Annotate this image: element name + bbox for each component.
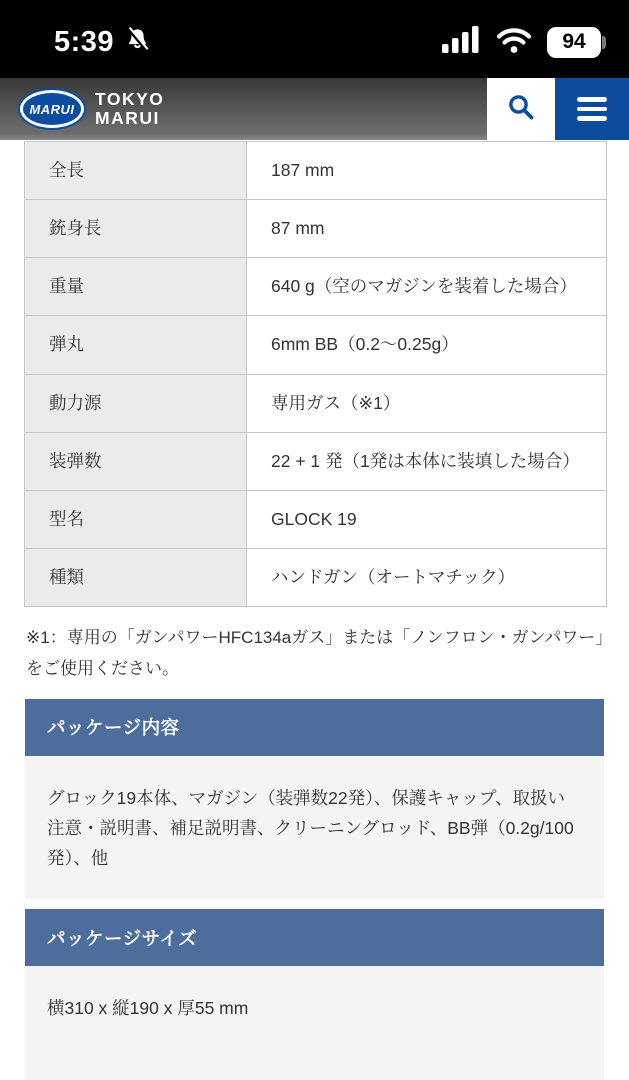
spec-value: 640 g（空のマガジンを装着した場合）	[247, 258, 607, 316]
search-icon	[507, 93, 535, 126]
spec-label: 装弾数	[25, 432, 247, 490]
status-bar	[0, 0, 629, 78]
spec-value: GLOCK 19	[247, 490, 607, 548]
spec-row	[25, 490, 607, 548]
spec-table	[24, 141, 607, 607]
spec-value: 6mm BB（0.2～0.25g）	[247, 316, 607, 374]
spec-label: 銃身長	[25, 200, 247, 258]
wifi-icon	[496, 26, 532, 59]
clock: 5:39	[54, 25, 115, 58]
signal-strength-icon	[440, 25, 481, 60]
section-title: パッケージ内容	[25, 699, 604, 756]
section-body: グロック19本体、マガジン（装弾数22発）、保護キャップ、取扱い注意・説明書、補足説明書、クリーニングロッド、BB弾（0.2g/100発）、他	[25, 756, 604, 899]
spec-label: 型名	[25, 490, 247, 548]
spec-row	[25, 142, 607, 200]
menu-button[interactable]	[555, 78, 629, 140]
brand-line1: TOKYO	[95, 88, 165, 109]
spec-row	[25, 432, 607, 490]
search-button[interactable]	[487, 78, 555, 140]
notifications-muted-icon	[124, 26, 151, 58]
tokyo-marui-logo[interactable]	[0, 78, 487, 140]
spec-value: 22 + 1 発（1発は本体に装填した場合）	[247, 432, 607, 490]
marui-oval-logo	[20, 90, 84, 128]
brand-line2: MARUI	[95, 108, 160, 128]
brand-name	[95, 90, 164, 129]
spec-row	[25, 548, 607, 606]
package-contents-section	[25, 699, 604, 899]
battery-percent: 94	[562, 30, 586, 53]
spec-value: 187 mm	[247, 142, 607, 200]
spec-label: 弾丸	[25, 316, 247, 374]
spec-row	[25, 316, 607, 374]
battery-indicator	[547, 27, 601, 58]
spec-value: 専用ガス（※1）	[247, 374, 607, 432]
section-title: パッケージサイズ	[25, 909, 604, 966]
spec-label: 全長	[25, 142, 247, 200]
section-body: 横310 x 縦190 x 厚55 mm	[25, 966, 604, 1080]
spec-label: 種類	[25, 548, 247, 606]
spec-label: 動力源	[25, 374, 247, 432]
spec-label: 重量	[25, 258, 247, 316]
spec-value: 87 mm	[247, 200, 607, 258]
spec-row	[25, 258, 607, 316]
spec-row	[25, 200, 607, 258]
gas-footnote: ※1：専用の「ガンパワーHFC134aガス」または「ノンフロン・ガンパワー」をご使用ください。	[26, 628, 604, 679]
logo-oval-text: MARUI	[29, 101, 75, 117]
hamburger-icon	[577, 97, 607, 102]
spec-value: ハンドガン（オートマチック）	[247, 548, 607, 606]
spec-row	[25, 374, 607, 432]
site-header	[0, 78, 629, 140]
package-size-section	[25, 909, 604, 1080]
